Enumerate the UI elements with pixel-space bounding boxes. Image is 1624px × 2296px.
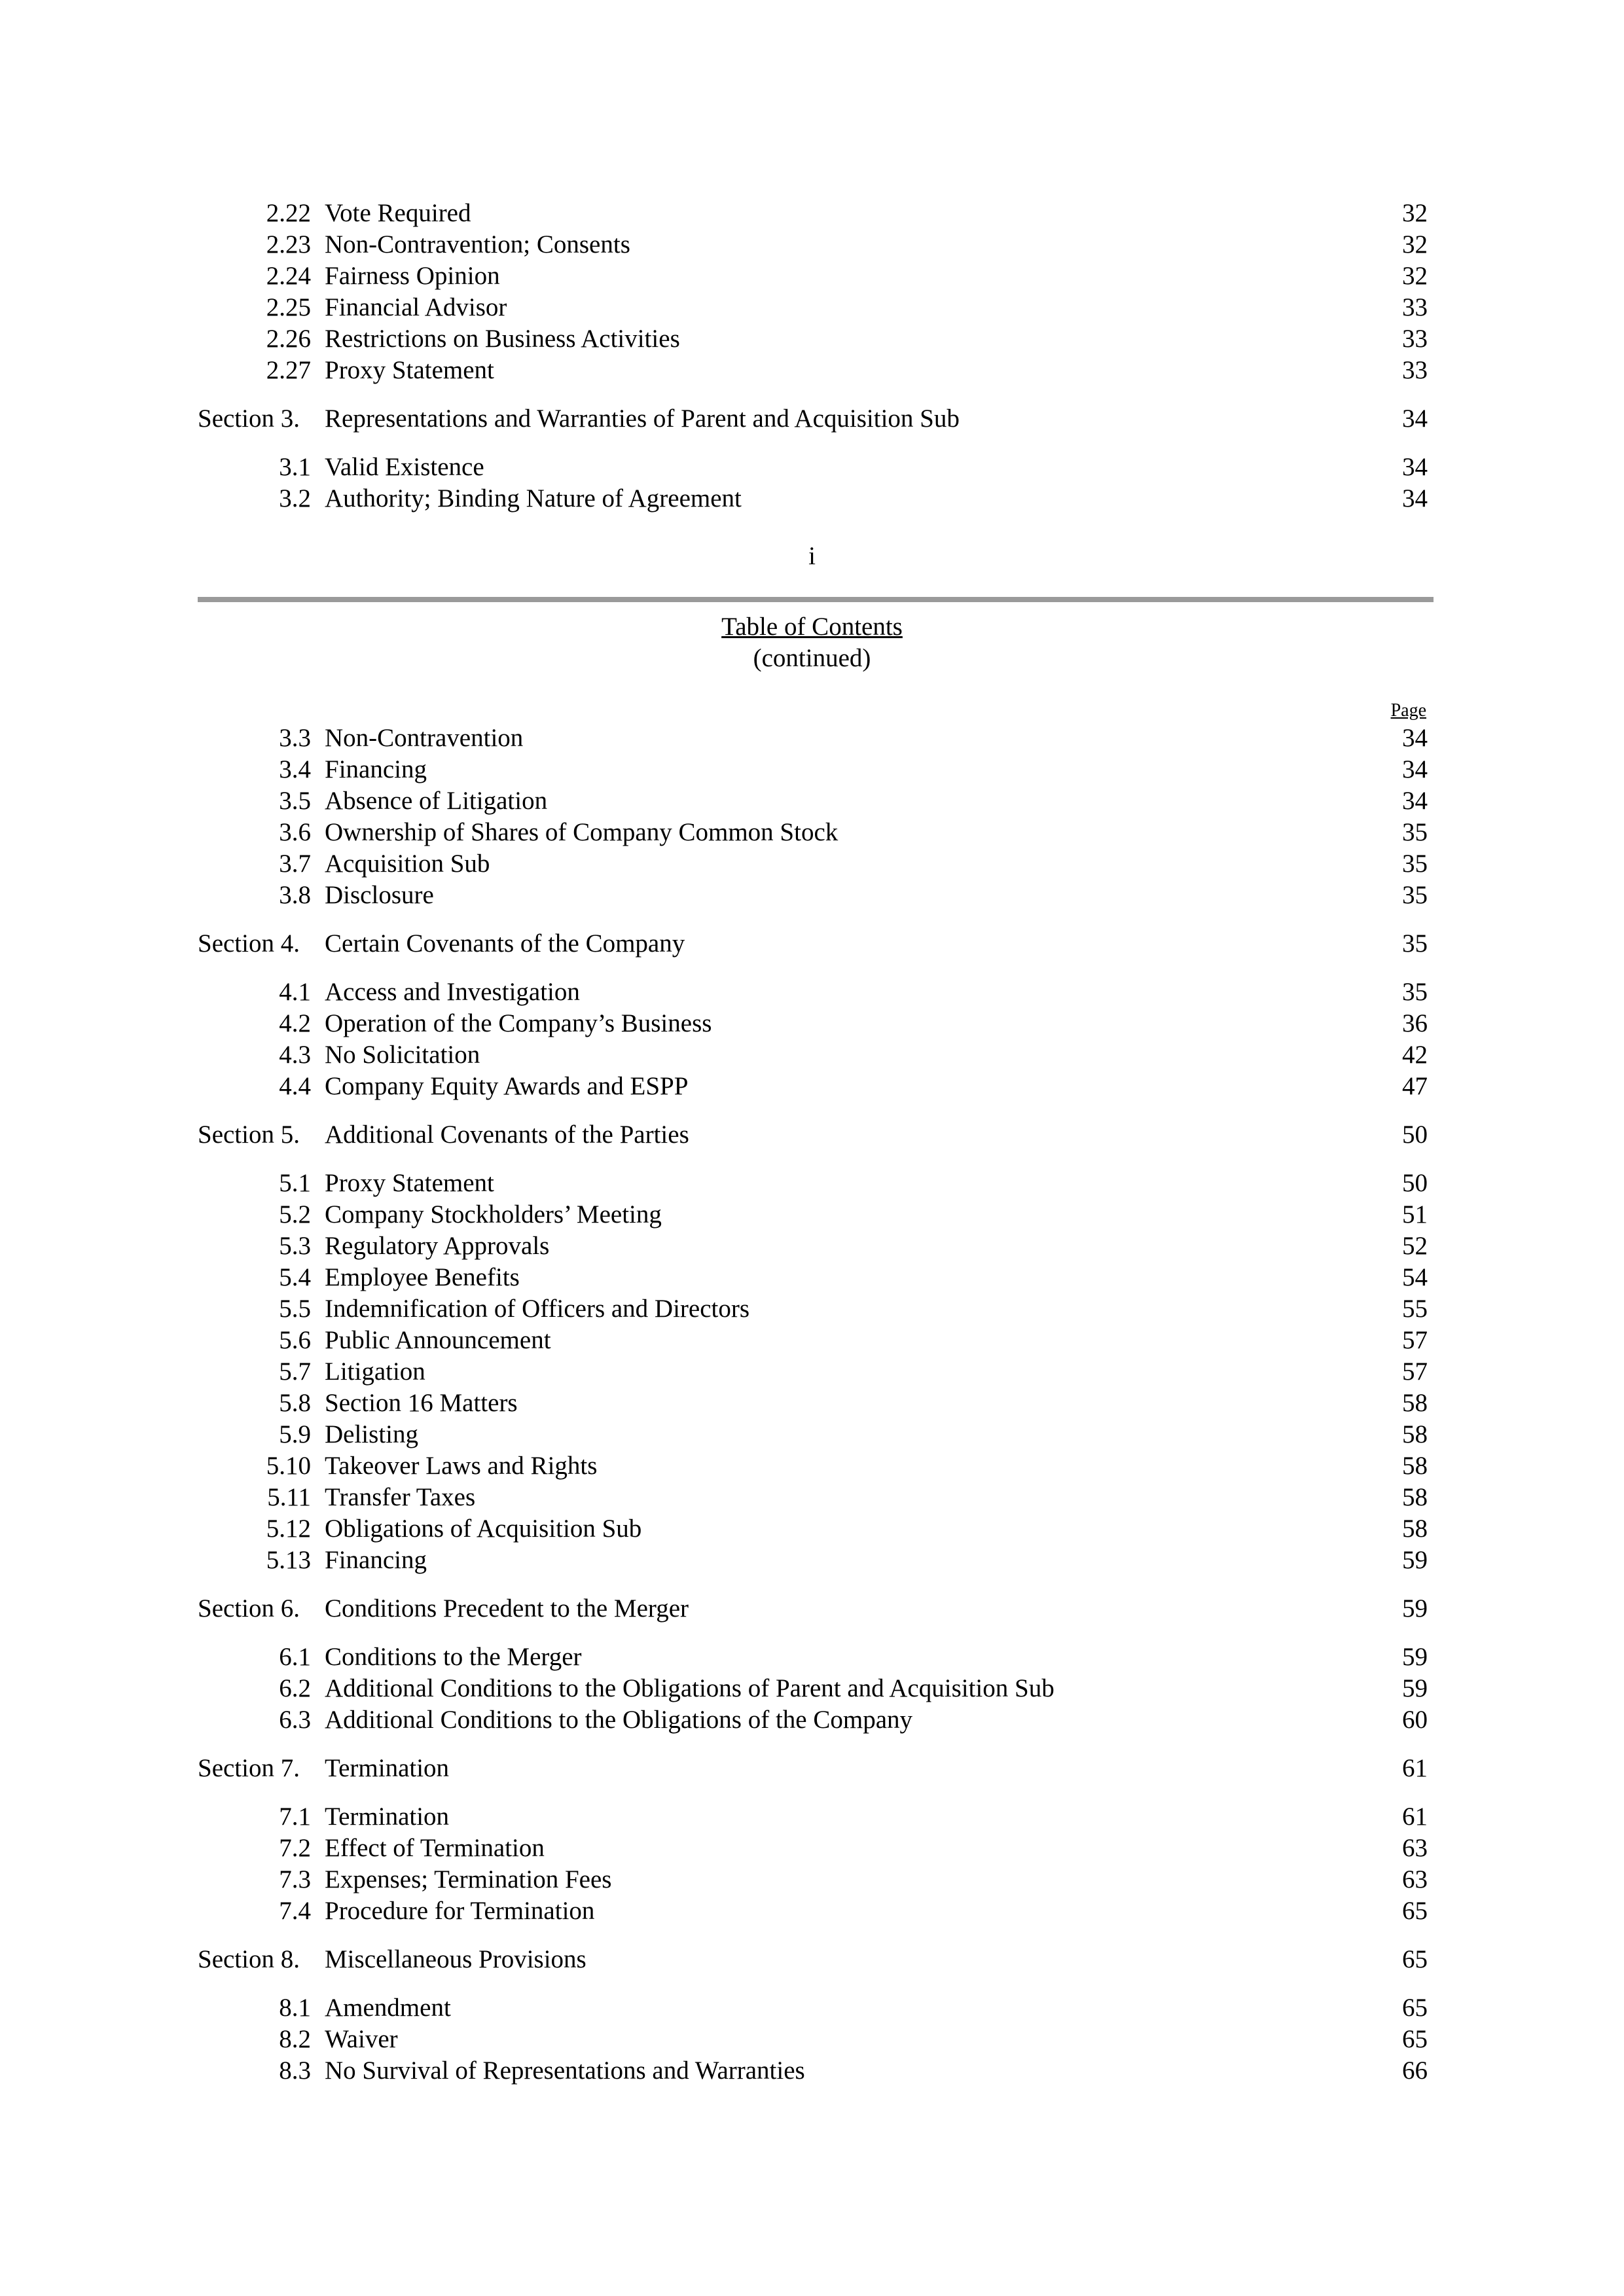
- toc-entry: [0, 1992, 1624, 2024]
- entry-title: Obligations of Acquisition Sub: [325, 1515, 642, 1543]
- toc-entry: [0, 1071, 1624, 1102]
- section-page: 35: [1402, 929, 1428, 958]
- toc-section-heading: [0, 1753, 1624, 1784]
- toc-entry: [0, 452, 1624, 483]
- entry-page: 58: [1402, 1483, 1428, 1511]
- entry-page: 58: [1402, 1515, 1428, 1543]
- entry-title: Access and Investigation: [325, 978, 580, 1006]
- toc-entry: [0, 880, 1624, 911]
- entry-title: Delisting: [325, 1420, 418, 1448]
- entry-title: Indemnification of Officers and Directors: [325, 1295, 750, 1323]
- entry-page: 52: [1402, 1232, 1428, 1260]
- toc-entry: [0, 323, 1624, 355]
- toc-entry: [0, 1513, 1624, 1545]
- toc-entry: [0, 1419, 1624, 1450]
- entry-page: 34: [1402, 755, 1428, 783]
- entry-title: Effect of Termination: [325, 1834, 545, 1862]
- toc-entry: [0, 260, 1624, 292]
- section-number: Section 5.: [198, 1121, 300, 1149]
- entry-page: 63: [1402, 1834, 1428, 1862]
- entry-title: Amendment: [325, 1994, 451, 2022]
- entry-page: 51: [1402, 1200, 1428, 1229]
- entry-page: 59: [1402, 1674, 1428, 1702]
- entry-number: 8.2: [279, 2025, 311, 2053]
- entry-number: 2.23: [266, 230, 311, 259]
- entry-number: 5.1: [279, 1169, 311, 1197]
- toc-entry: [0, 1641, 1624, 1673]
- toc-entry: [0, 1482, 1624, 1513]
- entry-number: 5.5: [279, 1295, 311, 1323]
- entry-title: Public Announcement: [325, 1326, 551, 1354]
- toc-entry: [0, 2024, 1624, 2055]
- entry-number: 5.7: [279, 1357, 311, 1386]
- entry-number: 5.9: [279, 1420, 311, 1448]
- entry-page: 32: [1402, 262, 1428, 290]
- toc-entry: [0, 1673, 1624, 1704]
- section-number: Section 7.: [198, 1754, 300, 1782]
- toc-section-heading: [0, 1944, 1624, 1975]
- entry-title: Disclosure: [325, 881, 434, 909]
- entry-number: 5.12: [266, 1515, 311, 1543]
- entry-number: 2.26: [266, 325, 311, 353]
- section-page: 61: [1402, 1754, 1428, 1782]
- entry-page: 34: [1402, 484, 1428, 512]
- toc-section-heading: [0, 928, 1624, 960]
- entry-number: 5.11: [267, 1483, 311, 1511]
- entry-page: 61: [1402, 1803, 1428, 1831]
- entry-number: 6.3: [279, 1706, 311, 1734]
- toc-entry: [0, 292, 1624, 323]
- entry-page: 58: [1402, 1420, 1428, 1448]
- section-page: 34: [1402, 404, 1428, 433]
- toc-entry: [0, 229, 1624, 260]
- section-page: 59: [1402, 1594, 1428, 1623]
- entry-title: Company Equity Awards and ESPP: [325, 1072, 689, 1100]
- entry-title: Fairness Opinion: [325, 262, 500, 290]
- entry-number: 5.13: [266, 1546, 311, 1574]
- toc-entry: [0, 977, 1624, 1008]
- entry-number: 8.3: [279, 2056, 311, 2085]
- entry-number: 5.6: [279, 1326, 311, 1354]
- entry-page: 35: [1402, 850, 1428, 878]
- toc-entry: [0, 1704, 1624, 1736]
- entry-title: Employee Benefits: [325, 1263, 520, 1291]
- toc-entry: [0, 1039, 1624, 1071]
- toc-entry: [0, 1388, 1624, 1419]
- entry-page: 32: [1402, 199, 1428, 227]
- toc-entry: [0, 1801, 1624, 1833]
- toc-entry: [0, 355, 1624, 386]
- entry-title: Additional Conditions to the Obligations of Parent and Acquisition Sub: [325, 1674, 1055, 1702]
- entry-number: 2.25: [266, 293, 311, 321]
- entry-page: 34: [1402, 453, 1428, 481]
- section-title: Termination: [325, 1754, 450, 1782]
- page-number: i: [808, 542, 816, 570]
- entry-number: 5.3: [279, 1232, 311, 1260]
- entry-number: 2.24: [266, 262, 311, 290]
- entry-page: 57: [1402, 1326, 1428, 1354]
- entry-title: Expenses; Termination Fees: [325, 1865, 612, 1893]
- entry-page: 35: [1402, 818, 1428, 846]
- entry-page: 63: [1402, 1865, 1428, 1893]
- entry-title: Termination: [325, 1803, 450, 1831]
- entry-title: Vote Required: [325, 199, 471, 227]
- entry-number: 5.4: [279, 1263, 311, 1291]
- entry-title: Takeover Laws and Rights: [325, 1452, 598, 1480]
- entry-number: 6.1: [279, 1643, 311, 1671]
- entry-title: Restrictions on Business Activities: [325, 325, 680, 353]
- entry-number: 3.1: [279, 453, 311, 481]
- entry-title: Acquisition Sub: [325, 850, 490, 878]
- entry-number: 7.1: [279, 1803, 311, 1831]
- toc-entry: [0, 848, 1624, 880]
- page-column-label: Page: [1390, 700, 1426, 721]
- entry-title: Proxy Statement: [325, 356, 494, 384]
- entry-title: Section 16 Matters: [325, 1389, 518, 1417]
- entry-page: 36: [1402, 1009, 1428, 1037]
- entry-number: 3.6: [279, 818, 311, 846]
- toc-subtitle: (continued): [753, 644, 871, 672]
- entry-page: 59: [1402, 1643, 1428, 1671]
- section-number: Section 6.: [198, 1594, 300, 1623]
- entry-page: 55: [1402, 1295, 1428, 1323]
- entry-page: 34: [1402, 787, 1428, 815]
- entry-number: 3.2: [279, 484, 311, 512]
- toc-entry: [0, 198, 1624, 229]
- entry-page: 65: [1402, 1897, 1428, 1925]
- entry-number: 4.1: [279, 978, 311, 1006]
- entry-page: 34: [1402, 724, 1428, 752]
- entry-number: 3.3: [279, 724, 311, 752]
- toc-entry: [0, 483, 1624, 514]
- entry-title: Financing: [325, 755, 427, 783]
- toc-section-heading: [0, 1119, 1624, 1151]
- entry-title: Ownership of Shares of Company Common Stock: [325, 818, 839, 846]
- entry-title: Litigation: [325, 1357, 425, 1386]
- toc-entry: [0, 1895, 1624, 1927]
- entry-number: 4.4: [279, 1072, 311, 1100]
- entry-title: Non-Contravention: [325, 724, 524, 752]
- toc-title: Table of Contents: [721, 613, 903, 641]
- entry-page: 35: [1402, 978, 1428, 1006]
- toc-entry: [0, 1008, 1624, 1039]
- entry-number: 7.4: [279, 1897, 311, 1925]
- section-title: Certain Covenants of the Company: [325, 929, 685, 958]
- toc-entry: [0, 1199, 1624, 1230]
- entry-title: Proxy Statement: [325, 1169, 494, 1197]
- entry-page: 60: [1402, 1706, 1428, 1734]
- entry-page: 57: [1402, 1357, 1428, 1386]
- section-number: Section 8.: [198, 1945, 300, 1973]
- section-page: 50: [1402, 1121, 1428, 1149]
- section-page: 65: [1402, 1945, 1428, 1973]
- toc-entry: [0, 2055, 1624, 2087]
- toc-entry: [0, 1450, 1624, 1482]
- entry-title: Additional Conditions to the Obligations of the Company: [325, 1706, 913, 1734]
- section-number: Section 3.: [198, 404, 300, 433]
- toc-entry: [0, 1293, 1624, 1325]
- toc-entry: [0, 817, 1624, 848]
- entry-number: 6.2: [279, 1674, 311, 1702]
- entry-number: 4.3: [279, 1041, 311, 1069]
- entry-page: 58: [1402, 1389, 1428, 1417]
- entry-title: No Survival of Representations and Warranties: [325, 2056, 805, 2085]
- entry-title: Operation of the Company’s Business: [325, 1009, 712, 1037]
- section-title: Miscellaneous Provisions: [325, 1945, 586, 1973]
- entry-page: 54: [1402, 1263, 1428, 1291]
- entry-page: 47: [1402, 1072, 1428, 1100]
- toc-entry: [0, 1545, 1624, 1576]
- entry-title: Authority; Binding Nature of Agreement: [325, 484, 742, 512]
- entry-number: 3.8: [279, 881, 311, 909]
- toc-entry: [0, 785, 1624, 817]
- section-title: Additional Covenants of the Parties: [325, 1121, 689, 1149]
- entry-number: 3.7: [279, 850, 311, 878]
- entry-number: 5.10: [266, 1452, 311, 1480]
- entry-title: Company Stockholders’ Meeting: [325, 1200, 662, 1229]
- toc-entry: [0, 1325, 1624, 1356]
- toc-entry: [0, 1262, 1624, 1293]
- entry-title: Absence of Litigation: [325, 787, 548, 815]
- entry-page: 59: [1402, 1546, 1428, 1574]
- section-title: Conditions Precedent to the Merger: [325, 1594, 689, 1623]
- entry-title: Regulatory Approvals: [325, 1232, 550, 1260]
- entry-page: 33: [1402, 293, 1428, 321]
- toc-entry: [0, 1168, 1624, 1199]
- entry-number: 4.2: [279, 1009, 311, 1037]
- toc-entry: [0, 723, 1624, 754]
- entry-title: Procedure for Termination: [325, 1897, 595, 1925]
- toc-entry: [0, 1230, 1624, 1262]
- entry-page: 65: [1402, 1994, 1428, 2022]
- entry-page: 42: [1402, 1041, 1428, 1069]
- section-number: Section 4.: [198, 929, 300, 958]
- toc-entry: [0, 1356, 1624, 1388]
- page-divider: [198, 597, 1434, 602]
- entry-title: Non-Contravention; Consents: [325, 230, 630, 259]
- entry-page: 33: [1402, 325, 1428, 353]
- entry-page: 58: [1402, 1452, 1428, 1480]
- entry-page: 66: [1402, 2056, 1428, 2085]
- entry-title: Conditions to the Merger: [325, 1643, 582, 1671]
- section-title: Representations and Warranties of Parent and Acquisition Sub: [325, 404, 960, 433]
- entry-page: 33: [1402, 356, 1428, 384]
- entry-number: 3.4: [279, 755, 311, 783]
- entry-number: 8.1: [279, 1994, 311, 2022]
- entry-page: 50: [1402, 1169, 1428, 1197]
- entry-number: 2.22: [266, 199, 311, 227]
- toc-section-heading: [0, 403, 1624, 435]
- entry-number: 2.27: [266, 356, 311, 384]
- entry-title: No Solicitation: [325, 1041, 480, 1069]
- entry-title: Waiver: [325, 2025, 398, 2053]
- entry-title: Transfer Taxes: [325, 1483, 476, 1511]
- entry-number: 5.8: [279, 1389, 311, 1417]
- entry-title: Financing: [325, 1546, 427, 1574]
- entry-title: Financial Advisor: [325, 293, 507, 321]
- toc-section-heading: [0, 1593, 1624, 1624]
- entry-title: Valid Existence: [325, 453, 484, 481]
- entry-number: 3.5: [279, 787, 311, 815]
- entry-number: 7.2: [279, 1834, 311, 1862]
- toc-entry: [0, 754, 1624, 785]
- entry-page: 35: [1402, 881, 1428, 909]
- toc-entry: [0, 1864, 1624, 1895]
- entry-page: 32: [1402, 230, 1428, 259]
- toc-entry: [0, 1833, 1624, 1864]
- entry-number: 7.3: [279, 1865, 311, 1893]
- entry-page: 65: [1402, 2025, 1428, 2053]
- entry-number: 5.2: [279, 1200, 311, 1229]
